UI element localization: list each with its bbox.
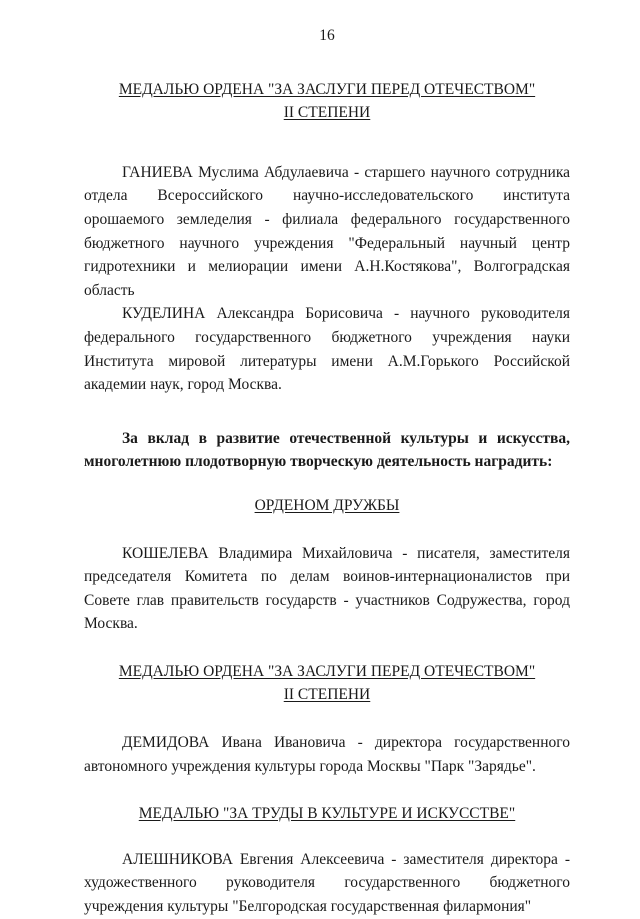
awardee-surname: ДЕМИДОВА — [122, 734, 210, 752]
award-heading-merit-medal-2nd — [84, 660, 570, 707]
awardee-surname: КУДЕЛИНА — [122, 305, 206, 323]
award-heading-line: МЕДАЛЬЮ ОРДЕНА "ЗА ЗАСЛУГИ ПЕРЕД ОТЕЧЕСТВОМ" — [118, 80, 536, 98]
awardee-entry — [84, 848, 570, 919]
award-heading-order-of-friendship — [84, 494, 570, 518]
award-heading-line: ОРДЕНОМ ДРУЖБЫ — [254, 496, 400, 514]
awardee-details: Владимира Михайловича - писателя, заместителя председателя Комитета по делам воинов-интернационалистов при Совете глав правительств государств - участников Содружества, город Москва. — [84, 544, 571, 633]
award-entries — [84, 542, 570, 636]
page-number: 16 — [319, 27, 335, 44]
awardee-entry — [84, 731, 570, 778]
award-entries — [84, 731, 570, 778]
award-heading-line: МЕДАЛЬЮ "ЗА ТРУДЫ В КУЛЬТУРЕ И ИСКУССТВЕ" — [138, 805, 516, 823]
awardee-surname: АЛЕШНИКОВА — [122, 850, 233, 868]
awardee-entry — [84, 161, 570, 303]
awardee-entry — [84, 302, 570, 396]
awardee-surname: КОШЕЛЕВА — [122, 544, 209, 562]
award-heading-line: МЕДАЛЬЮ ОРДЕНА "ЗА ЗАСЛУГИ ПЕРЕД ОТЕЧЕСТВОМ" — [118, 662, 536, 680]
award-heading-culture-medal — [84, 802, 570, 826]
award-heading-merit-medal-2nd — [84, 78, 570, 125]
awardee-details: Ивана Ивановича - директора государственного автономного учреждения культуры города Москвы "Парк "Зарядье". — [84, 734, 570, 775]
awardee-details: Муслима Абдулаевича - старшего научного сотрудника отдела Всероссийского научно-исследовательского института орошаемого земледелия - филиала федерального государственного бюджетного научного учреждения "Федеральный научный центр гидротехники и мелиорации имени А.Н.Костякова", Волгоградская область — [84, 163, 570, 299]
awardee-details: Евгения Алексеевича - заместителя директора - художественного руководителя государственного бюджетного учреждения культуры "Белгородская государственная филармония" — [84, 850, 570, 916]
awardee-surname: ГАНИЕВА — [122, 163, 193, 181]
award-heading-line: II СТЕПЕНИ — [283, 686, 371, 704]
award-heading-line: II СТЕПЕНИ — [283, 104, 371, 122]
awardee-details: Александра Борисовича - научного руководителя федерального государственного бюджетного учреждения науки Института мировой литературы имени А.М.Горького Российской академии наук, город Москва. — [84, 305, 570, 394]
decree-lead — [84, 427, 570, 474]
award-entries — [84, 848, 570, 919]
awardee-entry — [84, 542, 570, 636]
decree-lead-text: За вклад в развитие отечественной культуры и искусства, многолетнюю плодотворную творческую деятельность наградить: — [84, 429, 570, 471]
award-entries — [84, 161, 570, 397]
